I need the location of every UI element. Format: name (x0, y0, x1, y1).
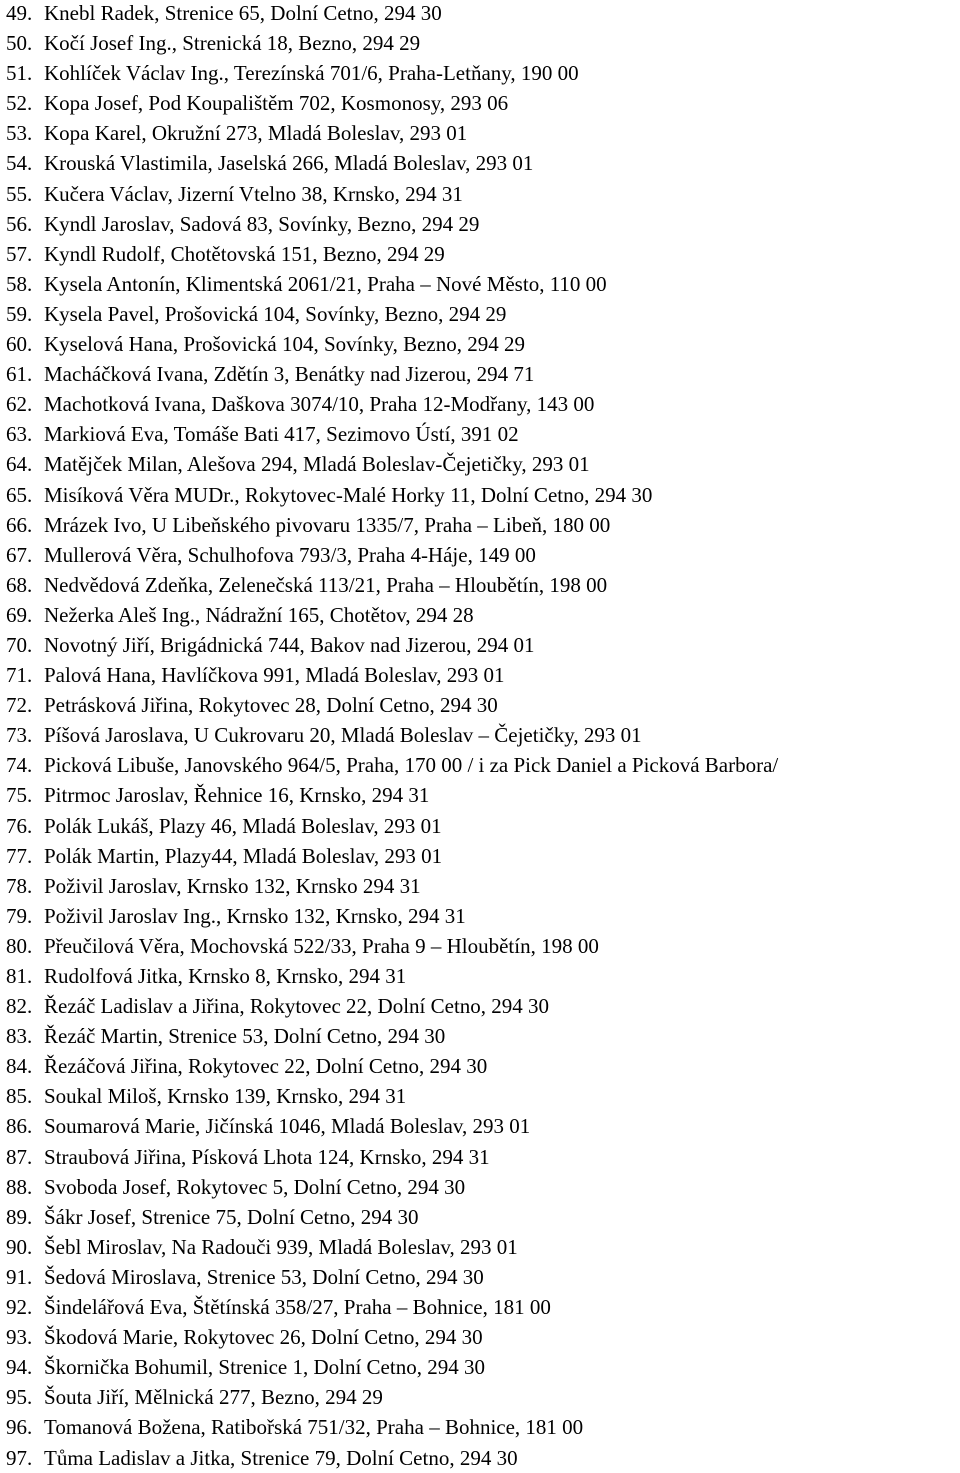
list-item (6, 449, 960, 479)
list-item-text: Krouská Vlastimila, Jaselská 266, Mladá Boleslav, 293 01 (44, 151, 534, 176)
list-item-text: Polák Lukáš, Plazy 46, Mladá Boleslav, 293 01 (44, 813, 442, 838)
address-list (6, 0, 960, 1473)
list-item-text: Knebl Radek, Strenice 65, Dolní Cetno, 294 30 (44, 1, 442, 25)
list-item (6, 780, 960, 810)
list-item-text: Kyndl Rudolf, Chotětovská 151, Bezno, 294 29 (44, 241, 445, 266)
list-item-number: 81. (6, 964, 33, 988)
list-item (6, 841, 960, 871)
list-item (6, 811, 960, 841)
list-item (6, 179, 960, 209)
list-item (6, 239, 960, 269)
list-item-number: 54. (6, 151, 33, 176)
list-item (6, 871, 960, 901)
list-item-text: Nedvědová Zdeňka, Zelenečská 113/21, Praha – Hloubětín, 198 00 (44, 572, 608, 597)
list-item-text: Poživil Jaroslav, Krnsko 132, Krnsko 294 31 (44, 873, 421, 898)
list-item (6, 570, 960, 600)
list-item-text: Šindelářová Eva, Štětínská 358/27, Praha – Bohnice, 181 00 (44, 1295, 551, 1320)
list-item-text: Misíková Věra MUDr., Rokytovec-Malé Horky 11, Dolní Cetno, 294 30 (44, 482, 653, 507)
list-item-number: 88. (6, 1174, 33, 1199)
list-item (6, 1292, 960, 1322)
list-item (6, 1412, 960, 1442)
list-item-number: 63. (6, 422, 33, 447)
list-item-text: Řezáč Ladislav a Jiřina, Rokytovec 22, Dolní Cetno, 294 30 (44, 994, 550, 1019)
list-item-text: Škornička Bohumil, Strenice 1, Dolní Cetno, 294 30 (44, 1355, 485, 1380)
list-item (6, 991, 960, 1021)
list-item (6, 329, 960, 359)
list-item-number: 64. (6, 452, 33, 477)
list-item-text: Soukal Miloš, Krnsko 139, Krnsko, 294 31 (44, 1084, 407, 1109)
list-item-number: 67. (6, 542, 33, 567)
list-item (6, 58, 960, 88)
list-item-number: 61. (6, 362, 33, 387)
list-item (6, 1051, 960, 1081)
list-item-number: 91. (6, 1264, 33, 1289)
list-item-number: 95. (6, 1385, 33, 1410)
list-item-text: Řezáč Martin, Strenice 53, Dolní Cetno, 294 30 (44, 1024, 446, 1049)
list-item (6, 690, 960, 720)
list-item-number: 58. (6, 271, 33, 296)
list-item (6, 1382, 960, 1412)
list-item-number: 70. (6, 632, 33, 657)
list-item (6, 901, 960, 931)
list-item (6, 419, 960, 449)
list-item-text: Škodová Marie, Rokytovec 26, Dolní Cetno, 294 30 (44, 1325, 483, 1350)
list-item (6, 660, 960, 690)
list-item-text: Tůma Ladislav a Jitka, Strenice 79, Dolní Cetno, 294 30 (44, 1445, 518, 1470)
list-item-number: 85. (6, 1084, 33, 1109)
list-item-text: Petrásková Jiřina, Rokytovec 28, Dolní Cetno, 294 30 (44, 693, 498, 718)
list-item (6, 480, 960, 510)
list-item-number: 55. (6, 181, 33, 206)
list-item-text: Kysela Antonín, Klimentská 2061/21, Praha – Nové Město, 110 00 (44, 271, 607, 296)
list-item-text: Machotková Ivana, Daškova 3074/10, Praha 12-Modřany, 143 00 (44, 392, 595, 417)
list-item (6, 931, 960, 961)
list-item-number: 90. (6, 1234, 33, 1259)
list-item-number: 75. (6, 783, 33, 808)
list-item-number: 65. (6, 482, 33, 507)
list-item (6, 209, 960, 239)
list-item-number: 52. (6, 91, 33, 116)
list-item-number: 97. (6, 1445, 33, 1470)
list-item-text: Polák Martin, Plazy44, Mladá Boleslav, 293 01 (44, 843, 443, 868)
list-item-number: 82. (6, 994, 33, 1019)
list-item-text: Šebl Miroslav, Na Radouči 939, Mladá Boleslav, 293 01 (44, 1234, 518, 1259)
list-item-text: Mullerová Věra, Schulhofova 793/3, Praha 4-Háje, 149 00 (44, 542, 536, 567)
list-item (6, 750, 960, 780)
list-item (6, 1021, 960, 1051)
list-item-text: Kohlíček Václav Ing., Terezínská 701/6, Praha-Letňany, 190 00 (44, 61, 579, 86)
list-item-text: Kočí Josef Ing., Strenická 18, Bezno, 294 29 (44, 31, 421, 56)
list-item (6, 118, 960, 148)
list-item-number: 78. (6, 873, 33, 898)
list-item-number: 51. (6, 61, 33, 86)
list-item (6, 1262, 960, 1292)
list-item-text: Matějček Milan, Alešova 294, Mladá Boleslav-Čejetičky, 293 01 (44, 452, 590, 477)
list-item-number: 92. (6, 1295, 33, 1320)
list-item-text: Kopa Karel, Okružní 273, Mladá Boleslav, 293 01 (44, 121, 468, 146)
list-item-text: Poživil Jaroslav Ing., Krnsko 132, Krnsko, 294 31 (44, 903, 466, 928)
list-item-number: 53. (6, 121, 33, 146)
list-item (6, 359, 960, 389)
list-item-number: 68. (6, 572, 33, 597)
list-item (6, 1322, 960, 1352)
list-item-text: Soumarová Marie, Jičínská 1046, Mladá Boleslav, 293 01 (44, 1114, 531, 1139)
list-item-text: Rudolfová Jitka, Krnsko 8, Krnsko, 294 31 (44, 964, 407, 988)
list-item-number: 83. (6, 1024, 33, 1049)
list-item (6, 1172, 960, 1202)
list-item (6, 720, 960, 750)
list-item-text: Řezáčová Jiřina, Rokytovec 22, Dolní Cetno, 294 30 (44, 1054, 488, 1079)
list-item (6, 1352, 960, 1382)
list-item-number: 59. (6, 301, 33, 326)
list-item (6, 961, 960, 991)
list-item-number: 69. (6, 602, 33, 627)
list-item-number: 62. (6, 392, 33, 417)
list-item (6, 389, 960, 419)
list-item (6, 1232, 960, 1262)
list-item-text: Svoboda Josef, Rokytovec 5, Dolní Cetno, 294 30 (44, 1174, 466, 1199)
list-item-text: Kysela Pavel, Prošovická 104, Sovínky, Bezno, 294 29 (44, 301, 507, 326)
list-item-text: Šákr Josef, Strenice 75, Dolní Cetno, 294 30 (44, 1204, 419, 1229)
list-item-number: 89. (6, 1204, 33, 1229)
list-item-number: 49. (6, 1, 33, 25)
list-item-number: 86. (6, 1114, 33, 1139)
list-item-number: 73. (6, 723, 33, 748)
list-item-text: Šouta Jiří, Mělnická 277, Bezno, 294 29 (44, 1385, 383, 1410)
list-item-text: Kopa Josef, Pod Koupalištěm 702, Kosmonosy, 293 06 (44, 91, 509, 116)
list-item (6, 1202, 960, 1232)
list-item-text: Přeučilová Věra, Mochovská 522/33, Praha 9 – Hloubětín, 198 00 (44, 933, 599, 958)
list-item-number: 60. (6, 332, 33, 357)
list-item-number: 79. (6, 903, 33, 928)
list-item-text: Straubová Jiřina, Písková Lhota 124, Krnsko, 294 31 (44, 1144, 490, 1169)
list-item-number: 56. (6, 211, 33, 236)
list-item (6, 28, 960, 58)
list-item (6, 600, 960, 630)
list-item (6, 630, 960, 660)
list-item-text: Palová Hana, Havlíčkova 991, Mladá Boleslav, 293 01 (44, 663, 505, 688)
list-item-number: 76. (6, 813, 33, 838)
list-item (6, 510, 960, 540)
list-item (6, 88, 960, 118)
list-item-number: 71. (6, 663, 33, 688)
list-item-text: Mrázek Ivo, U Libeňského pivovaru 1335/7, Praha – Libeň, 180 00 (44, 512, 611, 537)
list-item-number: 72. (6, 693, 33, 718)
list-item-text: Picková Libuše, Janovského 964/5, Praha, 170 00 / i za Pick Daniel a Picková Barbora/ (44, 753, 779, 778)
list-item-text: Pitrmoc Jaroslav, Řehnice 16, Krnsko, 294 31 (44, 783, 430, 808)
list-item-text: Tomanová Božena, Ratibořská 751/32, Praha – Bohnice, 181 00 (44, 1415, 584, 1440)
list-item-text: Kyndl Jaroslav, Sadová 83, Sovínky, Bezno, 294 29 (44, 211, 480, 236)
list-item-number: 84. (6, 1054, 33, 1079)
list-item (6, 540, 960, 570)
list-item-text: Macháčková Ivana, Zdětín 3, Benátky nad Jizerou, 294 71 (44, 362, 535, 387)
list-item (6, 1142, 960, 1172)
list-item (6, 299, 960, 329)
list-item-number: 77. (6, 843, 33, 868)
list-item-number: 94. (6, 1355, 33, 1380)
list-item-number: 93. (6, 1325, 33, 1350)
list-item (6, 1081, 960, 1111)
list-item-number: 96. (6, 1415, 33, 1440)
list-item-text: Markiová Eva, Tomáše Bati 417, Sezimovo Ústí, 391 02 (44, 422, 519, 447)
list-item-number: 66. (6, 512, 33, 537)
list-item-number: 80. (6, 933, 33, 958)
list-item-text: Nežerka Aleš Ing., Nádražní 165, Chotětov, 294 28 (44, 602, 474, 627)
list-item-number: 87. (6, 1144, 33, 1169)
list-item-text: Kyselová Hana, Prošovická 104, Sovínky, Bezno, 294 29 (44, 332, 525, 357)
list-item (6, 148, 960, 178)
list-item-number: 57. (6, 241, 33, 266)
list-item-number: 74. (6, 753, 33, 778)
list-item (6, 1443, 960, 1473)
list-item-text: Kučera Václav, Jizerní Vtelno 38, Krnsko, 294 31 (44, 181, 463, 206)
list-item (6, 269, 960, 299)
list-item (6, 1111, 960, 1141)
list-item-text: Šedová Miroslava, Strenice 53, Dolní Cetno, 294 30 (44, 1264, 484, 1289)
list-item-number: 50. (6, 31, 33, 56)
list-item-text: Novotný Jiří, Brigádnická 744, Bakov nad Jizerou, 294 01 (44, 632, 535, 657)
list-item (6, 0, 960, 28)
list-item-text: Píšová Jaroslava, U Cukrovaru 20, Mladá Boleslav – Čejetičky, 293 01 (44, 723, 642, 748)
